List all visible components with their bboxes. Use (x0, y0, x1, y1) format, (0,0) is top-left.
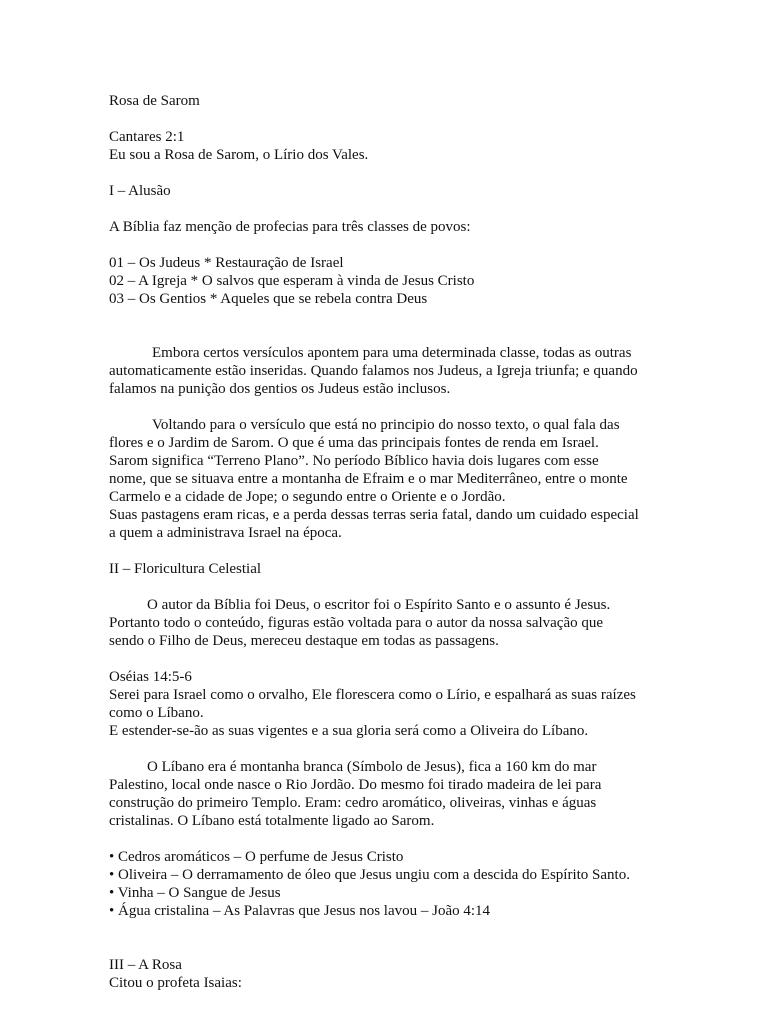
paragraph-line: sendo o Filho de Deus, mereceu destaque em todas as passagens. (109, 633, 499, 649)
paragraph-line: automaticamente estão inseridas. Quando falamos nos Judeus, a Igreja triunfa; e quando (109, 363, 638, 379)
paragraph-line: cristalinas. O Líbano está totalmente ligado ao Sarom. (109, 813, 435, 829)
section-heading-alusao: I – Alusão (109, 183, 171, 199)
list-item: 01 – Os Judeus * Restauração de Israel (109, 255, 344, 271)
paragraph-line: Suas pastagens eram ricas, e a perda dessas terras seria fatal, dando um cuidado especial (109, 507, 639, 523)
verse-line: como o Líbano. (109, 705, 204, 721)
paragraph-line: Sarom significa “Terreno Plano”. No período Bíblico havia dois lugares com esse (109, 453, 599, 469)
paragraph-line: falamos na punição dos gentios os Judeus estão inclusos. (109, 381, 451, 397)
section-intro: A Bíblia faz menção de profecias para três classes de povos: (109, 219, 471, 235)
paragraph-line: Embora certos versículos apontem para uma determinada classe, todas as outras (152, 345, 632, 361)
paragraph-line: construção do primeiro Templo. Eram: cedro aromático, oliveiras, vinhas e águas (109, 795, 597, 811)
verse-text: Eu sou a Rosa de Sarom, o Lírio dos Vales. (109, 147, 369, 163)
verse-reference: Cantares 2:1 (109, 129, 185, 145)
list-item: 03 – Os Gentios * Aqueles que se rebela contra Deus (109, 291, 428, 307)
paragraph-line: Voltando para o versículo que está no principio do nosso texto, o qual fala das (152, 417, 620, 433)
paragraph-line: Portanto todo o conteúdo, figuras estão voltada para o autor da nossa salvação que (109, 615, 604, 631)
bullet-item: • Vinha – O Sangue de Jesus (109, 885, 281, 901)
paragraph-line: Palestino, local onde nasce o Rio Jordão. Do mesmo foi tirado madeira de lei para (109, 777, 602, 793)
bullet-item: • Água cristalina – As Palavras que Jesus nos lavou – João 4:14 (109, 903, 491, 919)
verse-line: E estender-se-ão as suas vigentes e a sua gloria será como a Oliveira do Líbano. (109, 723, 589, 739)
section-heading-rosa: III – A Rosa (109, 957, 182, 973)
paragraph-line: Citou o profeta Isaias: (109, 975, 242, 991)
paragraph-line: flores e o Jardim de Sarom. O que é uma das principais fontes de renda em Israel. (109, 435, 599, 451)
document-body (109, 92, 669, 992)
document-title: Rosa de Sarom (109, 93, 200, 109)
paragraph-line: O Líbano era é montanha branca (Símbolo de Jesus), fica a 160 km do mar (147, 759, 597, 775)
paragraph-line: nome, que se situava entre a montanha de Efraim e o mar Mediterrâneo, entre o monte (109, 471, 628, 487)
verse-line: Serei para Israel como o orvalho, Ele florescera como o Lírio, e espalhará as suas raízes (109, 687, 636, 703)
bullet-item: • Cedros aromáticos – O perfume de Jesus Cristo (109, 849, 404, 865)
verse-reference: Oséias 14:5-6 (109, 669, 192, 685)
section-heading-floricultura: II – Floricultura Celestial (109, 561, 262, 577)
list-item: 02 – A Igreja * O salvos que esperam à vinda de Jesus Cristo (109, 273, 475, 289)
bullet-item: • Oliveira – O derramamento de óleo que Jesus ungiu com a descida do Espírito Santo. (109, 867, 630, 883)
paragraph-line: O autor da Bíblia foi Deus, o escritor foi o Espírito Santo e o assunto é Jesus. (147, 597, 611, 613)
paragraph-line: Carmelo e a cidade de Jope; o segundo entre o Oriente e o Jordão. (109, 489, 506, 505)
paragraph-line: a quem a administrava Israel na época. (109, 525, 342, 541)
